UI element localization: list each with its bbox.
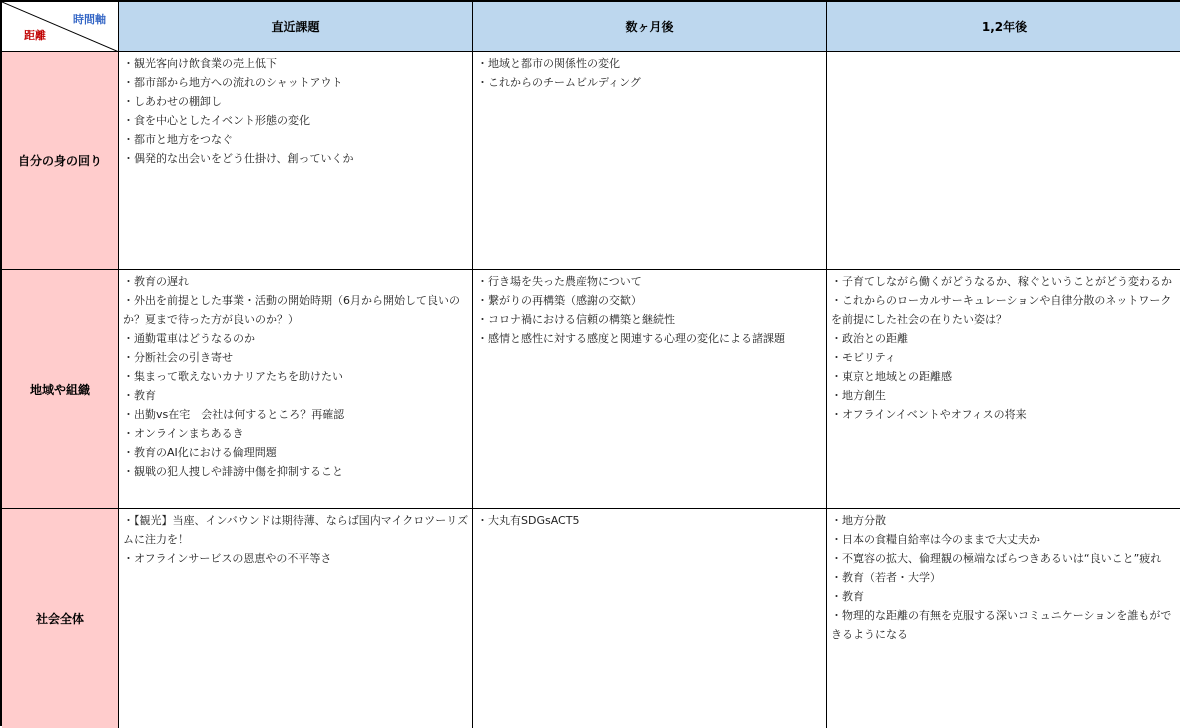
list-item: ・集まって歌えないカナリアたちを助けたい [123, 370, 343, 383]
cell-society-recent [119, 509, 473, 728]
list-item: ・観戦の犯人捜しや誹謗中傷を抑制すること [123, 465, 343, 478]
list-item: ・子育てしながら働くがどうなるか、稼ぐということがどう変わるか [831, 275, 1172, 288]
column-header-years: 1,2年後 [827, 2, 1180, 52]
cell-personal-years [827, 52, 1180, 270]
list-item: ・地方創生 [831, 389, 886, 402]
cell-society-months [473, 509, 827, 728]
list-item: ・地域と都市の関係性の変化 [477, 57, 620, 70]
corner-cell [2, 2, 119, 52]
list-item: ・しあわせの棚卸し [123, 95, 222, 108]
row-header-personal: 自分の身の回り [2, 52, 119, 270]
list-item: ・教育 [123, 389, 156, 402]
list-item: ・食を中心としたイベント形態の変化 [123, 114, 310, 127]
list-item: ・教育（若者・大学） [831, 571, 941, 584]
cell-community-recent [119, 270, 473, 509]
list-item: ・出勤vs在宅 会社は何するところ？再確認 [123, 408, 345, 421]
list-item: ・これからのローカルサーキュレーションや自律分散のネットワークを前提にした社会の在りたい姿は？ [831, 294, 1172, 326]
list-item: ・教育のAI化における倫理問題 [123, 446, 277, 459]
list-item: ・分断社会の引き寄せ [123, 351, 233, 364]
list-item: ・これからのチームビルディング [477, 76, 641, 89]
list-item: ・大丸有SDGsACT5 [477, 514, 580, 527]
list-item: ・都市部から地方への流れのシャットアウト [123, 76, 343, 89]
column-header-months: 数ヶ月後 [473, 2, 827, 52]
row-header-society: 社会全体 [2, 509, 119, 728]
list-item: ・日本の食糧自給率は今のままで大丈夫か [831, 533, 1040, 546]
list-item: ・東京と地域との距離感 [831, 370, 952, 383]
list-item: ・物理的な距離の有無を克服する深いコミュニケーションを誰もができるようになる [831, 609, 1172, 641]
list-item: ・教育 [831, 590, 864, 603]
list-item: ・外出を前提とした事業・活動の開始時期（6月から開始して良いのか？夏まで待った方が良いのか？） [123, 294, 460, 326]
cell-society-years [827, 509, 1180, 728]
list-item: ・通勤電車はどうなるのか [123, 332, 255, 345]
list-item: ・地方分散 [831, 514, 886, 527]
list-item: ・偶発的な出会いをどう仕掛け、創っていくか [123, 152, 354, 165]
list-item: ・行き場を失った農産物について [477, 275, 642, 288]
list-item: ・【観光】当座、インバウンドは期待薄、ならば国内マイクロツーリズムに注力を！ [123, 514, 469, 546]
list-item: ・観光客向け飲食業の売上低下 [123, 57, 277, 70]
time-axis-label: 時間軸 [73, 13, 106, 26]
list-item: ・政治との距離 [831, 332, 908, 345]
cell-community-months [473, 270, 827, 509]
list-item: ・教育の遅れ [123, 275, 189, 288]
cell-community-years [827, 270, 1180, 509]
row-header-community: 地域や組織 [2, 270, 119, 509]
diagonal-divider [2, 2, 119, 52]
list-item: ・繋がりの再構築（感謝の交歓） [477, 294, 642, 307]
list-item: ・オフラインサービスの恩恵やの不平等さ [123, 552, 332, 565]
list-item: ・オンラインまちあるき [123, 427, 244, 440]
column-header-recent: 直近課題 [119, 2, 473, 52]
distance-axis-label: 距離 [24, 29, 46, 42]
list-item: ・不寛容の拡大、倫理観の極端なばらつきあるいは“良いこと”疲れ [831, 552, 1162, 565]
list-item: ・感情と感性に対する感度と関連する心理の変化による諸課題 [477, 332, 785, 345]
list-item: ・コロナ禍における信頼の構築と継続性 [477, 313, 675, 326]
list-item: ・都市と地方をつなぐ [123, 133, 233, 146]
list-item: ・モビリティ [831, 351, 896, 364]
cell-personal-recent [119, 52, 473, 270]
cell-personal-months [473, 52, 827, 270]
list-item: ・オフラインイベントやオフィスの将来 [831, 408, 1027, 421]
